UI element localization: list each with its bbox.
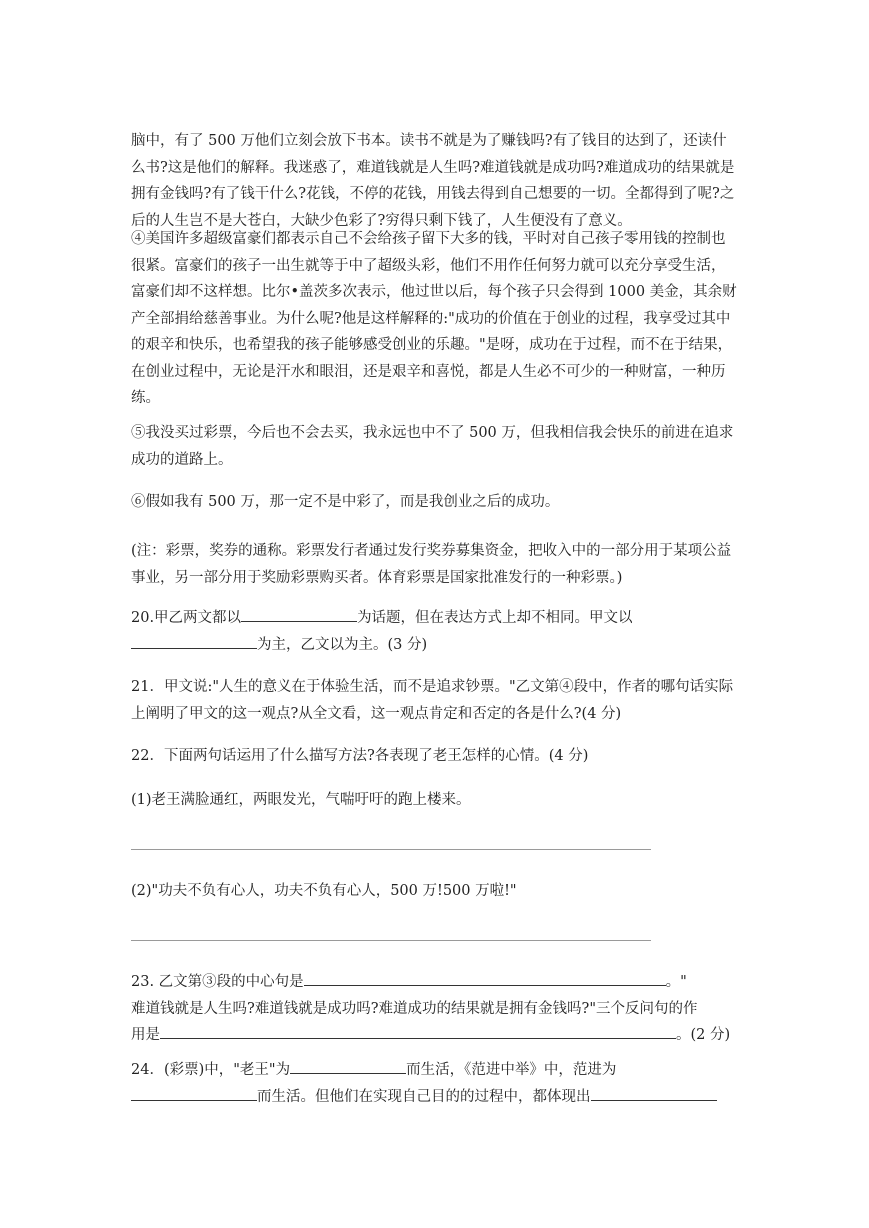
- footnote: (注：彩票，奖券的通称。彩票发行者通过发行奖券募集资金，把收入中的一部分用于某项公益事业，另一部分用于奖励彩票购买者。体育彩票是国家批准发行的一种彩票。): [131, 543, 732, 586]
- q22-answer-line-1[interactable]: [131, 849, 651, 850]
- question-23: [131, 969, 739, 1049]
- paragraph-6: ⑥假如我有 500 万，那一定不是中彩了，而是我创业之后的成功。: [131, 494, 560, 510]
- q24-blank-1[interactable]: [290, 1057, 406, 1074]
- question-22-stem: 22．下面两句话运用了什么描写方法?各表现了老王怎样的心情。(4 分): [131, 748, 589, 764]
- paragraph-5: ⑤我没买过彩票，今后也不会去买，我永远也中不了 500 万，但我相信我会快乐的前进在追求成功的道路上。: [131, 425, 734, 468]
- paragraph-3-tail: 脑中，有了 500 万他们立刻会放下书本。读书不就是为了赚钱吗?有了钱目的达到了，还读什么书?这是他们的解释。我迷惑了，难道钱就是人生吗?难道钱就是成功吗?难道成功的结果就是拥有金钱吗?有了钱干什么?花钱，不停的花钱，用钱去得到自己想要的一切。全都得到了呢?之后的人生岂不是大苍白，大缺少色彩了?穷得只剩下钱了，人生便没有了意义。: [131, 133, 735, 229]
- question-20: [131, 605, 739, 658]
- paragraph-4: ④美国许多超级富豪们都表示自己不会给孩子留下大多的钱，平时对自己孩子零用钱的控制也很紧。富豪们的孩子一出生就等于中了超级头彩，他们不用作任何努力就可以充分享受生活，富豪们却不这样想。比尔•盖茨多次表示，他过世以后，每个孩子只会得到 1000 美金，其余财产全部捐给慈善事业。为什么呢?他是这样解释的:"成功的价值在于创业的过程，我享受过其中的艰辛和快乐，也希望我的孩子能够感受创业的乐趣。"是呀，成功在于过程，而不在于结果，在创业过程中，无论是汗水和眼泪，还是艰辛和喜悦，都是人生必不可少的一种财富，一种历练。: [131, 231, 737, 406]
- q20-blank-1[interactable]: [241, 605, 357, 622]
- question-24: [131, 1057, 739, 1110]
- q24-text-c: 而生活。但他们在实现自己目的的过程中，都体现出: [257, 1088, 591, 1105]
- q24-blank-3[interactable]: [591, 1084, 717, 1101]
- q20-text-c: 为主，乙文以为主。(3 分): [257, 636, 428, 653]
- question-21: 21．甲文说:"人生的意义在于体验生活，而不是追求钞票。"乙文第④段中，作者的哪句话实际上阐明了甲文的这一观点?从全文看，这一观点肯定和否定的各是什么?(4 分): [131, 679, 734, 722]
- q22-answer-line-2[interactable]: [131, 940, 651, 941]
- q24-blank-2[interactable]: [131, 1084, 257, 1101]
- q23-text-e: 。(2 分): [676, 1027, 731, 1043]
- q20-text-b: 为话题，但在表达方式上却不相同。甲文以: [357, 610, 633, 626]
- q23-text-c: 难道钱就是人生吗?难道钱就是成功吗?难道成功的结果就是拥有金钱吗?"三个反问句的作: [131, 1000, 698, 1017]
- q23-blank-1[interactable]: [304, 969, 666, 986]
- question-22-sentence-2: (2)"功夫不负有心人，功夫不负有心人，500 万!500 万啦!": [131, 883, 517, 899]
- q23-blank-2[interactable]: [160, 1022, 676, 1039]
- q23-text-b: 。": [665, 974, 687, 990]
- q23-text-a: 23. 乙文第③段的中心句是: [131, 974, 304, 990]
- q23-text-d: 用是: [131, 1027, 160, 1043]
- question-22-sentence-1: (1)老王满脸通红，两眼发光，气喘吁吁的跑上楼来。: [131, 792, 471, 808]
- q24-text-b: 而生活，《范进中举》中，范进为: [406, 1062, 617, 1078]
- q24-text-a: 24．(彩票)中，"老王"为: [131, 1062, 291, 1078]
- q20-blank-2[interactable]: [131, 632, 257, 649]
- q20-text-a: 20.甲乙两文都以: [131, 610, 242, 626]
